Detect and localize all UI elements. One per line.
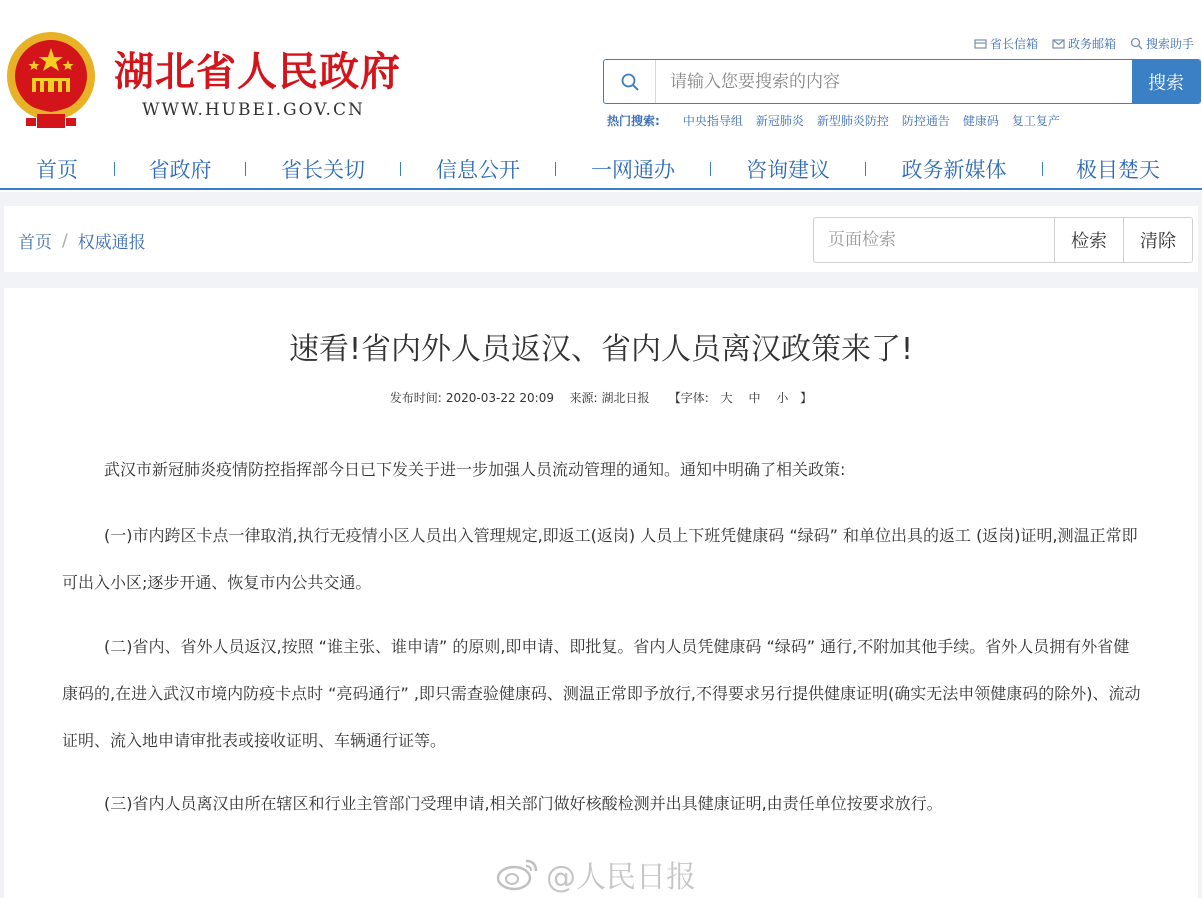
- hot-search-item[interactable]: 复工复产: [1011, 114, 1060, 128]
- breadcrumb-home[interactable]: 首页: [18, 233, 52, 253]
- nav-item-home[interactable]: 首页: [36, 158, 78, 182]
- top-links: [974, 35, 1194, 52]
- nav-item-provincial-gov[interactable]: 省政府: [148, 158, 212, 182]
- breadcrumb-authority-bulletin[interactable]: 权威通报: [77, 233, 146, 253]
- article-paragraph: 武汉市新冠肺炎疫情防控指挥部今日已下发关于进一步加强人员流动管理的通知。通知中明确了相关政策:: [104, 460, 846, 479]
- font-size-bracket-close: 】: [800, 391, 813, 405]
- top-link-label: 政务邮箱: [1067, 37, 1116, 51]
- site-url: WWW.HUBEI.GOV.CN: [142, 100, 365, 120]
- main-nav: [0, 150, 1202, 190]
- hot-search-label: 热门搜索:: [607, 114, 660, 128]
- hot-search-item[interactable]: 中央指导组: [682, 114, 743, 128]
- font-size-large-button[interactable]: 大: [720, 391, 733, 405]
- font-size-small-button[interactable]: 小: [776, 391, 789, 405]
- magnifier-icon: [1130, 37, 1143, 50]
- article-paragraph: (二)省内、省外人员返汉,按照 “谁主张、谁申请” 的原则,即申请、即批复。省内人员凭健康码 “绿码” 通行,不附加其他手续。省外人员拥有外省健康码的,在进入武汉市境内防疫卡点时 “亮码通行” ,即只需查验健康码、测温正常即予放行,不得要求另行提供健康证明(确实无法申领健康码的除外)、流动证明、流入地申请审批表或接收证明、车辆通行证等。: [62, 637, 1141, 750]
- nav-item-new-media[interactable]: 政务新媒体: [901, 158, 1007, 182]
- nav-item-one-stop-service[interactable]: 一网通办: [591, 158, 675, 182]
- nav-item-governor-concerns[interactable]: 省长关切: [281, 158, 365, 182]
- article: [4, 288, 1198, 898]
- nav-item-info-disclosure[interactable]: 信息公开: [436, 158, 520, 182]
- search-icon: [604, 60, 656, 103]
- source-label: 来源:: [569, 391, 598, 405]
- weibo-icon: [496, 857, 540, 891]
- site-title: 湖北省人民政府: [114, 49, 401, 95]
- font-size-medium-button[interactable]: 中: [748, 391, 761, 405]
- top-link-label: 省长信箱: [989, 37, 1038, 51]
- breadcrumb: [18, 228, 146, 253]
- publish-time-label: 发布时间:: [389, 391, 442, 405]
- nav-item-consultation[interactable]: 咨询建议: [746, 158, 830, 182]
- breadcrumb-separator: /: [62, 230, 68, 251]
- page-search-button[interactable]: 检索: [1054, 218, 1123, 262]
- governor-mailbox-link[interactable]: [974, 35, 1038, 52]
- site-search-input[interactable]: [656, 60, 1132, 103]
- watermark: [496, 852, 696, 896]
- gov-email-link[interactable]: [1052, 35, 1116, 52]
- site-search-button[interactable]: 搜索: [1132, 60, 1200, 103]
- article-title: 速看!省内外人员返汉、省内人员离汉政策来了!: [288, 332, 914, 367]
- article-meta: [4, 389, 1198, 406]
- page-search-box: [813, 217, 1193, 263]
- top-link-label: 搜索助手: [1145, 37, 1194, 51]
- watermark-text: @人民日报: [546, 860, 696, 895]
- page-clear-button[interactable]: 清除: [1123, 218, 1192, 262]
- hot-search-item[interactable]: 新冠肺炎: [755, 114, 804, 128]
- page-search-input[interactable]: [814, 218, 1054, 262]
- mailbox-icon: [974, 37, 987, 50]
- nav-item-jimu-chutian[interactable]: 极目楚天: [1076, 158, 1160, 182]
- article-paragraph: (三)省内人员离汉由所在辖区和行业主管部门受理申请,相关部门做好核酸检测并出具健康证明,由责任单位按要求放行。: [104, 794, 943, 813]
- envelope-icon: [1052, 37, 1065, 50]
- font-size-bracket-open: 【字体:: [668, 391, 709, 405]
- breadcrumb-bar: [4, 206, 1198, 272]
- hot-search-item[interactable]: 健康码: [962, 114, 999, 128]
- hot-search-item[interactable]: 新型肺炎防控: [816, 114, 889, 128]
- article-paragraph: (一)市内跨区卡点一律取消,执行无疫情小区人员出入管理规定,即返工(返岗) 人员上下班凭健康码 “绿码” 和单位出具的返工 (返岗)证明,测温正常即可出入小区;逐步开通、恢复市内公共交通。: [62, 526, 1138, 592]
- national-emblem-icon: [4, 26, 98, 130]
- site-header: [0, 0, 1202, 150]
- hot-search: [607, 112, 1060, 129]
- publish-time: 2020-03-22 20:09: [445, 391, 554, 405]
- source: 湖北日报: [601, 391, 650, 405]
- site-search-box: [603, 59, 1201, 104]
- hot-search-item[interactable]: 防控通告: [901, 114, 950, 128]
- search-assistant-link[interactable]: [1130, 35, 1194, 52]
